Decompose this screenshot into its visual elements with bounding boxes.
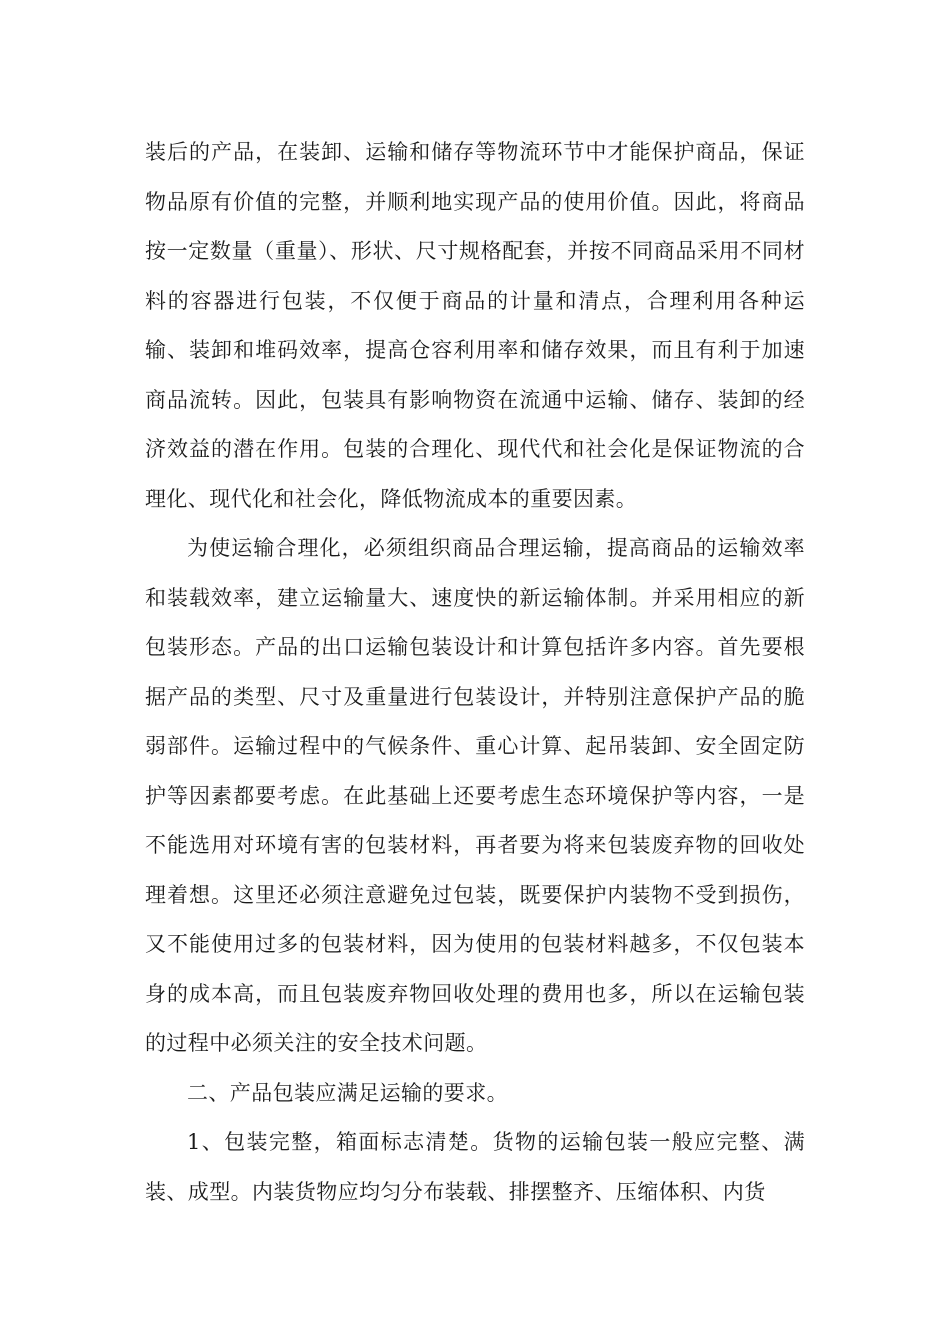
paragraph-continuation: 装后的产品，在装卸、运输和储存等物流环节中才能保护商品，保证物品原有价值的完整，并顺利地实现产品的使用价值。因此，将商品按一定数量（重量）、形状、尺寸规格配套，并按不同商品采用不同材料的容器进行包装，不仅便于商品的计量和清点，合理利用各种运输、装卸和堆码效率，提高仓容利用率和储存效果，而且有利于加速商品流转。因此，包装具有影响物资在流通中运输、储存、装卸的经济效益的潜在作用。包装的合理化、现代代和社会化是保证物流的合理化、现代化和社会化，降低物流成本的重要因素。	[145, 140, 805, 511]
paragraph-item-1: 1、包装完整，箱面标志清楚。货物的运输包装一般应完整、满装、成型。内装货物应均匀分布装载、排摆整齐、压缩体积、内货	[145, 1130, 805, 1204]
paragraph-transport-rationalization: 为使运输合理化，必须组织商品合理运输，提高商品的运输效率和装载效率，建立运输量大、速度快的新运输体制。并采用相应的新包装形态。产品的出口运输包装设计和计算包括许多内容。首先要根据产品的类型、尺寸及重量进行包装设计，并特别注意保护产品的脆弱部件。运输过程中的气候条件、重心计算、起吊装卸、安全固定防护等因素都要考虑。在此基础上还要考虑生态环境保护等内容，一是不能选用对环境有害的包装材料，再者要为将来包装废弃物的回收处理着想。这里还必须注意避免过包装，既要保护内装物不受到损伤，又不能使用过多的包装材料，因为使用的包装材料越多，不仅包装本身的成本高，而且包装废弃物回收处理的费用也多，所以在运输包装的过程中必须关注的安全技术问题。	[145, 536, 805, 1055]
section-heading-packaging-requirements: 二、产品包装应满足运输的要求。	[187, 1080, 508, 1105]
document-body	[145, 128, 805, 1217]
